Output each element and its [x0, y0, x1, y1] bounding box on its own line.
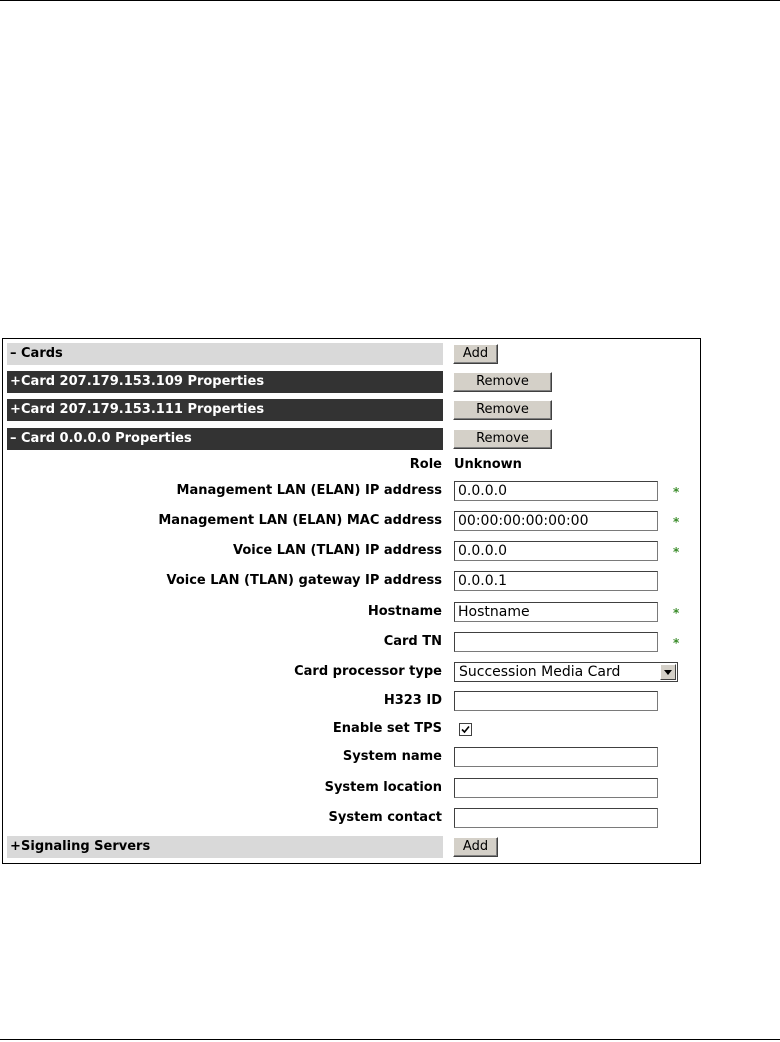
remove-card-1-button[interactable]: Remove — [453, 372, 552, 392]
h323-id-input[interactable] — [454, 691, 658, 711]
collapse-icon: – — [10, 346, 17, 361]
system-contact-label: System contact — [328, 810, 442, 825]
signaling-servers-header[interactable] — [7, 836, 443, 858]
card-tn-input[interactable] — [454, 632, 658, 652]
expand-icon: + — [10, 839, 21, 854]
signaling-servers-title: Signaling Servers — [21, 839, 151, 854]
card-tn-label: Card TN — [383, 634, 442, 649]
cards-section-title: Cards — [21, 346, 63, 361]
role-value: Unknown — [454, 457, 522, 472]
enable-tps-label: Enable set TPS — [332, 721, 442, 736]
system-name-input[interactable] — [454, 747, 658, 767]
cards-panel — [2, 338, 701, 864]
collapse-icon: – — [10, 431, 17, 446]
card-title-1: Card 207.179.153.109 Properties — [21, 374, 265, 389]
elan-ip-label: Management LAN (ELAN) IP address — [176, 483, 442, 498]
expand-icon: + — [10, 374, 21, 389]
processor-type-value: Succession Media Card — [459, 664, 621, 680]
add-signaling-server-button[interactable]: Add — [453, 837, 498, 857]
processor-type-label: Card processor type — [294, 664, 442, 679]
required-marker: * — [673, 485, 680, 499]
tlan-ip-input[interactable] — [454, 541, 658, 561]
card-title-2: Card 207.179.153.111 Properties — [21, 402, 265, 417]
elan-ip-input[interactable] — [454, 481, 658, 501]
required-marker: * — [673, 545, 680, 559]
system-location-input[interactable] — [454, 778, 658, 798]
hostname-input[interactable] — [454, 602, 658, 622]
remove-card-3-button[interactable]: Remove — [453, 429, 552, 449]
role-label: Role — [409, 457, 442, 472]
elan-mac-input[interactable] — [454, 511, 658, 531]
required-marker: * — [673, 606, 680, 620]
add-card-button[interactable]: Add — [453, 344, 498, 364]
bottom-rule — [0, 1039, 780, 1040]
card-header-2[interactable] — [7, 399, 443, 421]
required-marker: * — [673, 515, 680, 529]
required-marker: * — [673, 636, 680, 650]
enable-tps-checkbox[interactable] — [459, 723, 472, 736]
card-header-3[interactable] — [7, 428, 443, 450]
dropdown-arrow-icon[interactable] — [660, 664, 676, 680]
h323-id-label: H323 ID — [383, 693, 442, 708]
remove-card-2-button[interactable]: Remove — [453, 400, 552, 420]
elan-mac-label: Management LAN (ELAN) MAC address — [158, 513, 442, 528]
card-title-3: Card 0.0.0.0 Properties — [21, 431, 192, 446]
tlan-gateway-input[interactable] — [454, 571, 658, 591]
hostname-label: Hostname — [367, 604, 442, 619]
checkmark-icon — [460, 724, 471, 735]
top-rule — [0, 0, 780, 1]
expand-icon: + — [10, 402, 21, 417]
cards-section-header[interactable] — [7, 343, 443, 365]
system-name-label: System name — [342, 749, 442, 764]
processor-type-select[interactable] — [454, 662, 678, 682]
system-contact-input[interactable] — [454, 808, 658, 828]
tlan-gateway-label: Voice LAN (TLAN) gateway IP address — [166, 573, 442, 588]
card-header-1[interactable] — [7, 371, 443, 393]
system-location-label: System location — [324, 780, 442, 795]
tlan-ip-label: Voice LAN (TLAN) IP address — [232, 543, 442, 558]
